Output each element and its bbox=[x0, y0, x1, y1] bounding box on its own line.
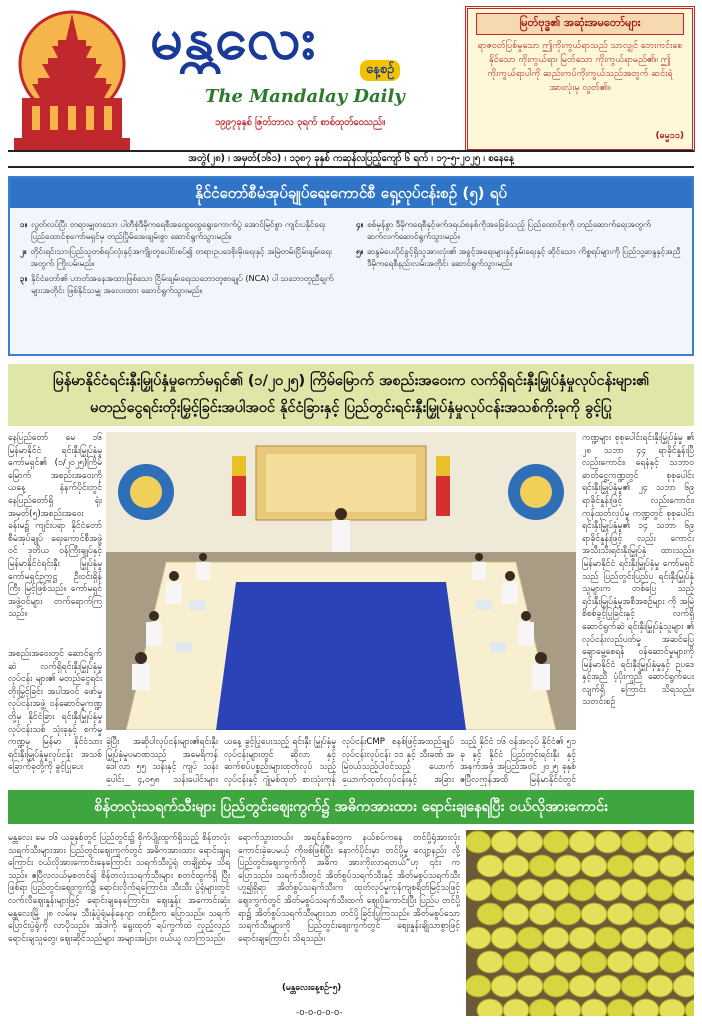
roadmap-item-text: လွတ်လပ်ပြီး တရားမျှတသော ပါတီစုံဒီမိုကရေစီအထွေထွေရွေးကောက်ပွဲ အောင်မြင်စွာ ကျင်းပနိုင်ရေး ပြည်ထောင်စုကော်မရှင်မှ တည်ပြိုမ်အေးချမ်းစွာ ဆောင်ရွက်သွားမည်။ bbox=[31, 219, 326, 241]
teaching-box-body: ရာဇဝတ်ပြစ်မှုသော ဤကိုးကွယ်ရာသည် သာလျှင် ဘေးကင်းစေနိုင်သော ကိုးကွယ်ရာ၊ မြတ်သော ကိုးကွယ်ရာမည်၏။ ဤကိုးကွယ်ရာပါကို ဆည်းကပ်ကိုးကွယ်သည်အတွက် ဆင်းရဲအားလုံးမှ လွတ်၏။ bbox=[477, 41, 683, 93]
mango-fruit bbox=[647, 879, 673, 901]
meeting-photo bbox=[106, 432, 576, 730]
mango-fruit bbox=[569, 831, 595, 853]
mango-fruit bbox=[491, 927, 517, 949]
mango-fruit bbox=[595, 879, 621, 901]
mango-fruit bbox=[607, 951, 633, 973]
mango-fruit bbox=[607, 903, 633, 925]
mango-fruit bbox=[581, 999, 607, 1016]
mango-fruit bbox=[543, 831, 569, 853]
mango-fruit bbox=[543, 927, 569, 949]
roadmap-item-number: ၅။ bbox=[356, 246, 364, 256]
buddha-teaching-box bbox=[465, 6, 695, 152]
teaching-box-reference: (ဓမ္မ၁၁) bbox=[655, 131, 684, 141]
roadmap-right-column bbox=[356, 218, 682, 272]
mango-fruit bbox=[621, 975, 647, 997]
mango-fruit bbox=[517, 879, 543, 901]
mango-article-column-2: ရောက်သွားတယ်။ အရင်နှစ်တွေက နယ်စပ်ကနေ တင်ပို့ရုံအားလုံး ကောင်းခဲ့ပေမယ့် ကိုဗစ်ဖြစ်ပြီး နောက်ပိုင်းမှာ တင်ပို့မှု လျော့နည်း လို့ ပြည်တွင်းဈေးကွက်ကို အဓိက အားကိုးလာရတယ်”ဟု ၎င်း က ပြောသည်။ သရက်သီးတွင် အိတ်စွပ်သရက်သီးနှင့် အိတ်မစွပ်သရက်သီး ဟူ၍ရှိရာ အိတ်စွပ်သရက်သီးက ထုတ်လုပ်မှုကုန်ကျစရိတ်မြင့်သဖြင့် ဈေးကွက်တွင် အိတ်မစွပ်သရက်သီးထက် ဈေးပိုကောင်းပြီး ပြည်ပ တင်ပို့ရာ၌ အိတ်စွပ်သရက်သီးများသာ တင်ပို့ခြင်းပြုကြသည်။ အိတ်မစွပ်သော သရက်သီးများကို ပြည်တွင်းဈေးကွက်တွင် စျေးနှုန်းချိုသာစွာဖြင့် ရောင်းချကြောင်း သိရသည်။ bbox=[238, 833, 460, 944]
roadmap-item-number: ၁။ bbox=[20, 219, 28, 229]
mango-fruit bbox=[477, 855, 503, 877]
roadmap-item bbox=[20, 218, 338, 242]
roadmap-left-column bbox=[20, 218, 338, 299]
mango-fruit bbox=[503, 999, 529, 1016]
mango-headline: စိန်တလုံးသရက်သီးများ ပြည်တွင်းဈေးကွက်၌ အဓိကအားထား ရောင်းချနေရပြီး ဝယ်လိုအားကောင်း bbox=[8, 790, 694, 824]
mango-fruit bbox=[659, 999, 685, 1016]
investment-headline-line-1: မြန်မာနိုင်ငံရင်းနှီးမြှုပ်နှံမှုကော်မရှင်၏ (၁/၂၀၂၅) ကြိမ်မြောက် အစည်းအဝေးက လက်ရှိရင်းနှီးမြှုပ်နှံမှုလုပ်ငန်းများ၏ bbox=[53, 373, 649, 389]
mango-fruit bbox=[621, 879, 647, 901]
roadmap-box bbox=[8, 176, 694, 356]
article-column-1-top: နေပြည်တော် မေ ၁၆ မြန်မာနိုင်ငံ ရင်းနှီးမြှုပ်နှံမှု ကော်မရှင်၏ (၁/၂၀၂၅)ကြိမ် မြောက် အစည်းအဝေးကို ယနေ့ နံနက်ပိုင်းတွင် နေပြည်တော်ရှိ ရုံးအမှတ်(၅)အစည်းအဝေးခန်းမ၌ ကျင်းပရာ နိုင်ငံတော်စီမံအုပ်ချုပ် ရေးကောင်စီအဖွဲ့ဝင် ဒုတိယ ဝန်ကြီးချုပ်နှင့် မြန်မာနိုင်ငံရင်းနှီး မြှုပ်နှံမှုကော်မရှင်ဥက္ကဋ္ဌ ဦးဝင်းရှိန် ကြီး မြင့်ဖြစ်သည်။ ကော်မရှင် အဖွဲ့ဝင်များ တက်ရောက်ကြ သည်။ bbox=[8, 433, 102, 620]
mango-fruit bbox=[647, 927, 673, 949]
mango-fruit bbox=[633, 903, 659, 925]
mango-fruit bbox=[595, 927, 621, 949]
roadmap-item bbox=[356, 218, 682, 242]
mandalay-palace-logo-icon bbox=[8, 6, 136, 154]
mango-fruit bbox=[607, 999, 633, 1016]
mango-fruit bbox=[673, 975, 694, 997]
mango-fruit bbox=[673, 879, 694, 901]
mango-fruit bbox=[517, 831, 543, 853]
roadmap-item-text: တိုင်းရင်းသားပြည်သူတစ်ရပ်လုံးနှင့်အကျိုးတူပေါင်းစပ်၍ တရားဥပဒေစိုးမိုးရေးနှင့် အမြဲတမ်းငြိမ်းချမ်းရေးအတွက် ကြိုးပမ်းမည်။ bbox=[30, 246, 332, 268]
mango-fruit bbox=[569, 927, 595, 949]
mango-fruit bbox=[647, 975, 673, 997]
mango-fruit bbox=[491, 879, 517, 901]
mango-fruit bbox=[633, 951, 659, 973]
mango-fruit bbox=[621, 927, 647, 949]
mango-fruit bbox=[466, 975, 491, 997]
mango-fruit bbox=[633, 855, 659, 877]
mango-fruit bbox=[503, 903, 529, 925]
mango-fruit bbox=[595, 831, 621, 853]
mango-fruit bbox=[581, 903, 607, 925]
masthead-founding-line: ၁၉၉၇ခုနှစ် ဇြတ်ဘာလ ၃ရက် စာစ်ထုတ်ဝေသည်။ bbox=[214, 117, 386, 128]
roadmap-item-text: နိုင်ငံတော်၏ ဟာတ်အနေအထားဖြစ်သော ငြိမ်းချမ်းရေးသဘောတူစာချုပ် (NCA) ပါ သဘောတူညီချက်များအတိုင်း ဖြစ်နိုင်သမျှ အလေးထား ဆောင်ရွက်သွားမည်။ bbox=[31, 273, 334, 295]
article-column-5: ကဏ္ဍများ စုစုပေါင်းရင်းနှီးမြှုပ်နှံမှု ၏ ၂၈ သဘာ ၄၄ ရာခိုင်နှုန်းပြီ လည်းကောင်း၊ ရေနံနှင့် သဘာဝ ဓာတ်ငွေ့ကဏ္ဍတွင် စုစုပေါင်း ရင်းနှီးမြှုပ်နှံမှု၏ ၂၄ သဘာ ၆၉ ရာခိုင်နှုန်းဖြင့် လည်းကောင်း၊ ကုန်ထုတ်လုပ်မှု ကဏ္ဍတွင် စုစုပေါင်းရင်းနှီးမြှုပ်နှံမှု၏ ၁၄ သဘာ ၆၉ ရာခိုင်နှုန်းဖြင့် လည်း ကောင်း အသီးသီးရင်းနှီးမြှုပ်နှံ ထားသည်။ မြန်မာနိုင်ငံ ရင်းနှီးမြှုပ်နှံမှု ကော်မရှင်သည် ပြည်တွင်းပြည်ပ ရင်းနှီးမြှုပ်နှံသူများက တစ်ပြေ သည့် ရင်းနှီးမြှုပ်နှံမှုအစီအစဉ်များ ကို အမြဲစိစစ်ခွင့်ပြုခြင်းနှင့် လက်ရှိ ဆောင်ရွက်ဆဲ ရင်းနှီးမြှုပ်နှံသူများ ၏ လုပ်ငန်းလည်ပတ်မှု အဆင်ပြေ ချောမွေ့စေရန် ဝန်ဆောင်မှုများကို မြန်မာနိုင်ငံ ရင်းနှီးမြှုပ်နှံမှုနှင့် ဥပဒေနှင့်အညီ ပံ့ပိုးကူညီ ဆောင်ရွက်ပေးလျက်ရှိ ကြောင်း သိရသည်။ သတင်းစဉ် bbox=[582, 433, 694, 708]
mango-fruit bbox=[673, 831, 694, 853]
mango-fruit bbox=[466, 831, 491, 853]
mango-fruit bbox=[517, 927, 543, 949]
mango-fruit bbox=[466, 927, 491, 949]
investment-headline bbox=[8, 364, 694, 426]
mango-fruit bbox=[555, 855, 581, 877]
investment-headline-line-2: မတည်ငွေရင်းတိုးမြှင့်ခြင်းအပါအဝင် နိုင်ငံခြားနှင့် ပြည်တွင်းရင်းနှီးမြှုပ်နှံမှုလုပ်ငန်းအသစ်ကိုးခုကို ခွင့်ပြု bbox=[90, 400, 612, 416]
mango-fruit bbox=[543, 879, 569, 901]
mango-fruit bbox=[659, 951, 685, 973]
mango-fruit bbox=[659, 903, 685, 925]
mango-fruit bbox=[581, 951, 607, 973]
mango-article-column-1: မန္တလေး မေ ၁၆ ယခုနှစ်တွင် ပြည်တွင်း၌ စိုက်ပျိုးထွက်ရှိသည့် စိန်တလုံး သရက်သီးများအား ပြည်တွင်းဈေးကွက်တွင် အဓိကအားထား ရောင်းချရကြောင်း ဝယ်လိုအားကောင်းနေကြောင်း သရက်သီးပွဲရုံ တချို့ထံမှ သိရသည်။ ဧပြီလလယ်မှစတင်၍ စိန်တလုံးသရက်သီးများ စတင်ထွက်ရှိ ပြီးဖြစ်ရာ ပြည်တွင်းဈေးကွက်၌ ရောင်းလိုက်ရကြောင်း၊ သီးသီး ပွဲရုံများတွင် လက်လီဈေးနှုန်းများဖြင့် ရောင်းချနေကြောင်း၊ ဈေးနှုန်း အကောင်းဆုံး မန္တလေးမြို့ ၂၈ လမ်းမှ သီးနှံပွဲရုံမန်နေဂျာ တစ်ဦးက ပြောသည်။ သရက်ပြောင်းပွဲရုံကို လာပိုသည်။ အဲဒါကို ရွေးထုတ် ရပ်ကွက်ထဲ လှည့်လည်ရောင်းချသူတွေ၊ ဈေးဆိုင်သည်များ အများအပြား ဝယ်ယူ လာကြသည်။ bbox=[8, 833, 230, 944]
roadmap-item-number: ၂။ bbox=[20, 246, 27, 256]
mango-fruit bbox=[607, 855, 633, 877]
issue-info-bar: အတွဲ(၂၈) ၊ အမှတ်(၁၆၁) ၊ ၁၃၈၇ ခုနှစ် ကဆုန်လပြည့်ကျော် ၆ ရက် ၊ ၁၇-၅-၂၀၂၅ ၊ စနေနေ့ bbox=[8, 150, 694, 168]
mango-fruit bbox=[555, 999, 581, 1016]
teaching-box-title: မြတ်ဗုဒ္ဓ၏ အဆုံးအမတော်များ bbox=[476, 13, 684, 35]
mango-fruit bbox=[659, 855, 685, 877]
article-under-photo-column-4: သည့် နိုင်ငံ ၁၆ ဝန်အလုပ် နိုင်ငံ၏ ၅၁ ခု နှင့် နိုင်ငံ ပြည်တွင်းရင်းနှီး နှင့် အနက်အဖုံ့ အပြည်အဝင် ၂၀၂၅ ခုနှစ် ဧပြီလကုန်အထိ မြန်မာနိုင်ငံတွင် bbox=[460, 737, 576, 785]
article-under-photo-column-2: ယနေ့ ခွင့်ပြုပေးသည့် ရင်းနှီး မြှုပ်နှံမှုလုပ်ငန်းများတွင် ဆိုလာ နှင့် ဆက်စပ်ပစ္စည်းများထုတ်လုပ် သည့်လုပ်ငန်းနှင့် ဂျုံမစ်ထုတ် စားသုံးကုန် bbox=[224, 737, 336, 785]
article-end-mark: -o-o-o-o-o- bbox=[296, 1008, 343, 1018]
mango-fruit bbox=[555, 951, 581, 973]
masthead-title-myanmar: မန္တလေး bbox=[150, 4, 317, 72]
mango-fruit bbox=[621, 831, 647, 853]
mango-fruit bbox=[466, 879, 491, 901]
mango-fruit bbox=[477, 999, 503, 1016]
mango-fruit bbox=[569, 975, 595, 997]
mango-fruit bbox=[529, 903, 555, 925]
mango-photo bbox=[466, 830, 694, 1016]
mango-fruit bbox=[529, 999, 555, 1016]
roadmap-item bbox=[356, 245, 682, 269]
roadmap-item-number: ၃။ bbox=[20, 273, 28, 283]
mango-fruit bbox=[503, 951, 529, 973]
mango-fruit bbox=[491, 975, 517, 997]
article-under-photo-column-1: ခဲ့ပြီး အဆိုပါလုပ်ငန်းများ၏ရင်းနှီး မြှုပ်နှံမှုပမာဏသည် အမေရိကန် ဒေါ်လာ ၅၅ သန်းနှင့် ကျပ် သန်း ပေါင်း ၄,၀၅၈ သန်းပေါင်းများ bbox=[106, 737, 218, 785]
mango-fruit bbox=[647, 831, 673, 853]
mango-fruit bbox=[477, 951, 503, 973]
roadmap-item-text: စစ်မှန်စွာ ဒီမိုကရေစီနှင့်ဖက်ဒရယ်စနစ်ကိုအခြေခံသည့် ပြည်ထောင်စုကို တည်ဆောက်ရေးအတွက် ဆက်လက်ဆောင်ရွက်သွားမည်။ bbox=[367, 219, 651, 241]
mango-fruit bbox=[569, 879, 595, 901]
roadmap-item-text: ဆန္ဒမဲပေးပိုင်ခွင့်ရှိသူအားလုံး၏ အခွင့်အရေးများနှင့်နှမ်းရေးနှင့် ဆိုင်သော ကိစ္စရပ်များကို ပြည်သူ့ဆန္ဒနှင့်အညီ ဒီမိုကရေစီနည်းလမ်းအတိုင်း ဆောင်ရွက်သွားမည်။ bbox=[367, 246, 681, 268]
roadmap-heading: နိုင်ငံတော်စီမံအုပ်ချုပ်ရေးကောင်စီ ရှေ့လုပ်ငန်းစဉ် (၅) ရပ် bbox=[10, 178, 692, 208]
roadmap-item bbox=[20, 272, 338, 296]
mango-fruit bbox=[555, 903, 581, 925]
mango-fruit bbox=[595, 975, 621, 997]
mango-fruit bbox=[581, 855, 607, 877]
article-under-photo-column-3: လုပ်ငန်းCMP စနစ်ဖြင့်အထည်ချုပ် လုပ်ငန်းလုပ်ငန်း ၁၁ နှင့် သီးခဏ် အမြဲဝယ်သည့်ပါဝင်သည့် ယောက်ယောက်ထုတ်လုပ်ငန်းနှင့် အခြား bbox=[342, 737, 454, 785]
mango-fruit bbox=[503, 855, 529, 877]
mango-fruit bbox=[517, 975, 543, 997]
roadmap-item bbox=[20, 245, 338, 269]
mango-fruit bbox=[529, 951, 555, 973]
mango-article-credit: (မန္တလေးနေ့စဉ်-၅) bbox=[282, 983, 342, 993]
mango-fruit bbox=[633, 999, 659, 1016]
roadmap-item-number: ၄။ bbox=[356, 219, 364, 229]
mango-fruit bbox=[529, 855, 555, 877]
mango-fruit bbox=[477, 903, 503, 925]
mango-fruit bbox=[673, 927, 694, 949]
mango-fruit bbox=[491, 831, 517, 853]
masthead bbox=[0, 0, 702, 180]
masthead-title-english: The Mandalay Daily bbox=[205, 86, 405, 107]
article-column-1-bottom: အစည်းအဝေးတွင် ဆောင်ရွက် ဆဲ လက်ရှိရင်းနှီးမြှုပ်နှံမှုလုပ်ငန်း များ၏ မတည်ငွေရင်းတိုးမြှင့်ခြင်း အပါအဝင် ဖော်မှုလုပ်ငန်းအဖွဲ့ ဝန်ဆောင်မှုကဏ္ဍတို့မှ နိုင်ငံခြား ရင်းနှီးမြှုပ်နှံမှု လုပ်ငန်းသစ် သုံးခုနှင့် စက်မှုကဏ္ဍမှ မြန်မာ နိုင်ငံသား ရင်းနှီးမြှုပ်နှံမှုလုပ်ငန်း အသစ်ခြောက်ခုတို့ကို ခွင့်ပြုပေး bbox=[8, 649, 102, 773]
mango-fruit bbox=[543, 975, 569, 997]
masthead-daily-label: နေ့စဉ် bbox=[360, 60, 400, 81]
